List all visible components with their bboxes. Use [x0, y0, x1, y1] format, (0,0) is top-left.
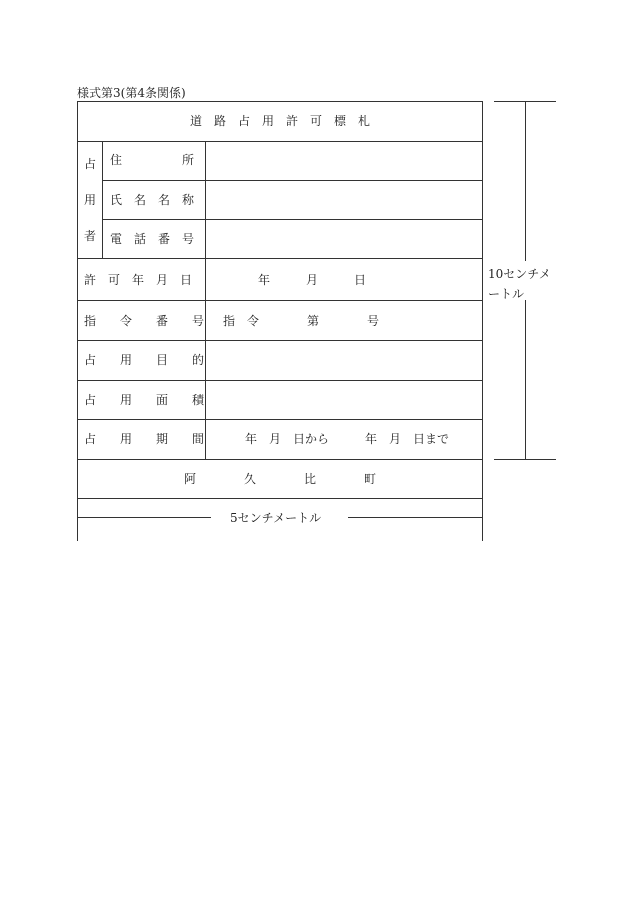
permit-date-value: 年 月 日 — [258, 273, 367, 287]
occupant-label-3: 者 — [84, 229, 97, 243]
occupant-label-2: 用 — [84, 193, 97, 207]
period-value: 年 月 日から 年 月 日まで — [245, 432, 450, 446]
width-dimension-label: 5センチメートル — [230, 511, 322, 525]
name-label: 氏 名 名 称 — [110, 193, 195, 207]
permit-date-label: 許 可 年 月 日 — [84, 273, 193, 287]
phone-label: 電 話 番 号 — [110, 232, 195, 246]
address-label: 住 所 — [110, 153, 195, 167]
designation-label: 指 令 番 号 — [84, 314, 205, 328]
occupant-label-1: 占 — [84, 157, 97, 171]
town-name: 阿 久 比 町 — [183, 472, 376, 486]
designation-value: 指 令 第 号 — [223, 314, 380, 328]
placard-title: 道 路 占 用 許 可 標 札 — [189, 114, 370, 128]
purpose-label: 占 用 目 的 — [84, 353, 205, 367]
area-label: 占 用 面 積 — [84, 393, 205, 407]
height-dimension-label: 10センチメ ートル — [488, 267, 551, 301]
form-label: 様式第3(第4条関係) — [77, 86, 186, 100]
period-label: 占 用 期 間 — [84, 432, 205, 446]
